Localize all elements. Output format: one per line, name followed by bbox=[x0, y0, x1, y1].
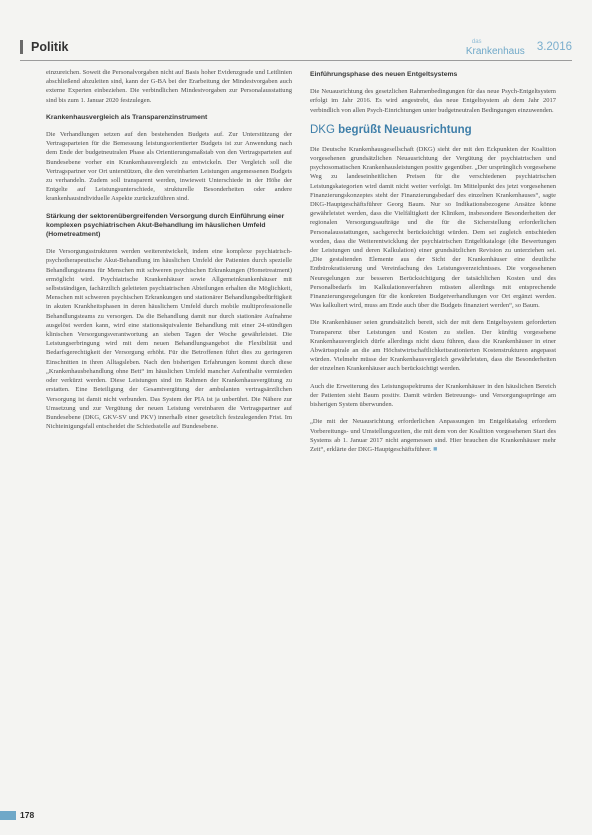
end-of-article-mark: ■ bbox=[433, 444, 438, 453]
logo-text: Krankenhaus bbox=[465, 46, 525, 57]
page-header bbox=[20, 36, 572, 58]
heading-prefix: DKG bbox=[310, 123, 339, 136]
article-body bbox=[46, 68, 556, 775]
subheading: Stärkung der sektorenübergreifenden Versorgung durch Einführung einer komplexen psychiatrischen Akut-Behandlung im häuslichen Umfeld (Hometreatment) bbox=[46, 212, 285, 239]
subheading: Krankenhausvergleich als Transparenzinstrument bbox=[46, 113, 208, 121]
page-number: 178 bbox=[20, 810, 35, 820]
subheading: Einführungsphase des neuen Entgeltsystems bbox=[310, 71, 458, 78]
brand bbox=[466, 37, 572, 57]
header-divider bbox=[20, 60, 572, 61]
magazine-logo bbox=[466, 37, 525, 57]
paragraph bbox=[310, 417, 556, 454]
right-column bbox=[310, 68, 556, 775]
issue-number: 3.2016 bbox=[536, 41, 572, 53]
paragraph: Die Krankenhäuser seien grundsätzlich bereit, sich der mit dem Entgeltsystem geforderten Transparenz über Leistungen und Kosten zu stellen. Der künftig vorgesehene Krankenhausvergleich dürfe allerdings nicht dazu führen, dass die Krankenhäuser in einer Abwärtsspirale an die am Höchstwirtschaftlichkeitsrationierten Kostenstrukturen angepasst würden. Vielmehr müsse der Krankenhausvergleich gewährleisten, dass die Besonderheiten der einzelnen Krankenhäuser auch berücksichtigt werden. bbox=[310, 319, 556, 373]
paragraph: Die Neuausrichtung des gesetzlichen Rahmenbedingungen für das neue Psych-Entgeltsystem erfolgt im Jahr 2016. Es wird angestrebt, das neue Entgeltsystem ab dem Jahr 2017 verbindlich von allen Psych-Einrichtungen unter budgetneutralen Bedingungen einzuwenden. bbox=[310, 88, 556, 114]
final-paragraph-text: „Die mit der Neuausrichtung erforderlichen Anpassungen im Entgeltkatalog erfordern Vorbereitungs- und Umstellungszeiten, die mit dem von der Koalition vorgesehenen Start des Systems ab 1. Januar 2017 nicht angemessen sind. Hier brauchen die Krankenhäuser mehr Zeit“, erklärte der DKG-Hauptgeschäftsführer. bbox=[310, 418, 556, 453]
paragraph: Die Verhandlungen setzen auf den bestehenden Budgets auf. Zur Unterstützung der Vertragsparteien für die Bemessung leistungsorientierter Budgets ist zur Anwendung nach dem Ende der budgetneutralen Phase als Orientierungsmaßstab von den Vertragsparteien auf Bundesebene vorher ein Krankenhausvergleich zu entwickeln. Der Vergleich soll die Vertragspartner vor Ort unterstützen, die den vereinbarten Leistungen angemessenen Budgets zu verhandeln. Zudem soll transparent werden, inwieweit Unterschiede in der Höhe der Entgelte auf Leistungsunterschiede, strukturelle Besonderheiten oder andere krankenhausindividuelle Aspekte zurückzuführen sind. bbox=[46, 131, 292, 203]
paragraph: Die Versorgungsstrukturen werden weiterentwickelt, indem eine komplexe psychiatrisch-psychotherapeutische Akut-Behandlung im häuslichen Umfeld der Patienten durch spezielle Behandlungsteams für Menschen mit schweren psychischen Erkrankungen (Hometreatment) ermöglicht wird. Psychiatrische Krankenhäuser sowie Allgemeinkrankenhäuser mit selbstständigen, fachärztlich geleiteten psychiatrischen Abteilungen erhalten die Möglichkeit, Menschen mit schweren psychischen Erkrankungen und stationärer Behandlungsbedürftigkeit in akuten Krankheitsphasen in deren häuslichem Umfeld durch mobile multiprofessionelle Behandlungsteams zu versorgen. Da die Behandlung damit nur durch stationäre Aufnahme ausgelöst werden kann, wird eine stationsäquivalente Behandlung mit einer 24-stündigen klinischen Versorgungsverantwortung an sieben Tagen der Woche gewährleistet. Die Leistungserbringung wird mit dem neuen Behandlungsangebot die Flexibilität und Bedarfsgerechtigkeit der Versorgung erhöht. Für die Betroffenen führt dies zu geringeren Einschnitten in ihren Alltagsleben. Nach den bisherigen Erfahrungen kommt durch diese „Krankenhausbehandlung ohne Bett“ im häuslichen Umfeld mancher Aufenthalte vermieden oder verkürzt werden. Diese Leistungen sind im Rahmen der Krankenhausvergütung zu erstatten. Eine Beteiligung der Gesamtvergütung der ambulanten vertragsärztlichen Versorgung ist damit nicht verbunden. Das System der PIA ist ja unberührt. Die Nähere zur Umsetzung und zur Vergütung der neuen Leistung vereinbaren die Vertragspartner auf Bundesebene (DKG, GKV-SV und PKV) innerhalb einer gesetzlich festzulegenden Frist. Im Nichteinigungsfall entscheidet die Schiedsstelle auf Bundesebene. bbox=[46, 248, 292, 431]
logo-small-text: das bbox=[471, 39, 482, 45]
paragraph: Die Deutsche Krankenhausgesellschaft (DKG) sieht der mit den Eckpunkten der Koalition vorgesehenen grundsätzlichen Neuausrichtung der Vergütung der psychiatrischen und psychosomatischen Krankenhausleistungen positiv gegenüber. „Der ursprünglich vorgesehene Weg zu landeseinheitlichen Preisen für die verschiedenen psychiatrischen Leistungskategorien wird damit nicht weiter verfolgt. Im Mittelpunkt des jetzt vorgesehenen Finanzierungskonzeptes steht der Finanzierungsbedarf des einzelnen Krankenhauses“, sagte DKG-Hauptgeschäftsführer Georg Baum. Nur so Indikationsbezogene Ansätze könne gewährleistet werden, dass die Vielfältigkeit der Kliniken, insbesondere Besonderheiten der regionalen Versorgungsaufträge und die für die Sicherstellung erforderlichen Personalausstattungen, sachgerecht berücksichtigt würden. Dem sei zugleich entschieden worden, dass die Weiterentwicklung der psychiatrischen Entgeltkataloge (die Bewertungen der Leistungen und deren Kalkulation) einer grundsätzlichen Revision zu unterziehen sei. „Die gestaltenden Elemente aus der Sicht der Krankenhäuser eine deutliche Entbürokratisierung und Vereinfachung des Leistungsverzeichnisses. Die vorgesehenen Neuregelungen zur besseren Berücksichtigung der tatsächlichen Kosten und des Personalbedarfs im Kalkulationsverfahren müssten allerdings mit entsprechende Finanzierungsregelungen für die konkreten Budgetverhandlungen vor Ort ergänzt werden. Was kalkuliert wird, muss am Ende auch über die Budgets finanziert werden“, so Baum. bbox=[310, 145, 556, 310]
left-column bbox=[46, 68, 292, 775]
section-title: Politik bbox=[20, 40, 69, 54]
paragraph: einzureichen. Soweit die Personalvorgaben nicht auf Basis hoher Evidenzgrade und Leitlinien abschließend abzuleiten sind, kann der G-BA bei der Erarbeitung der Mindestvorgaben auch externe Experten einbeziehen. Die verbindlichen Mindestvorgaben zur Personalausstattung sind bis zum 1. Januar 2020 festzulegen. bbox=[46, 69, 292, 104]
heading-emphasis: begrüßt Neuausrichtung bbox=[338, 123, 472, 136]
paragraph: Auch die Erweiterung des Leistungsspektrums der Krankenhäuser in den häuslichen Bereich der Patienten sieht Baum positiv. Damit würden Betreuungs- und Versorgungssprünge am bisherigen System überwunden. bbox=[310, 382, 556, 409]
section-heading bbox=[310, 123, 556, 137]
